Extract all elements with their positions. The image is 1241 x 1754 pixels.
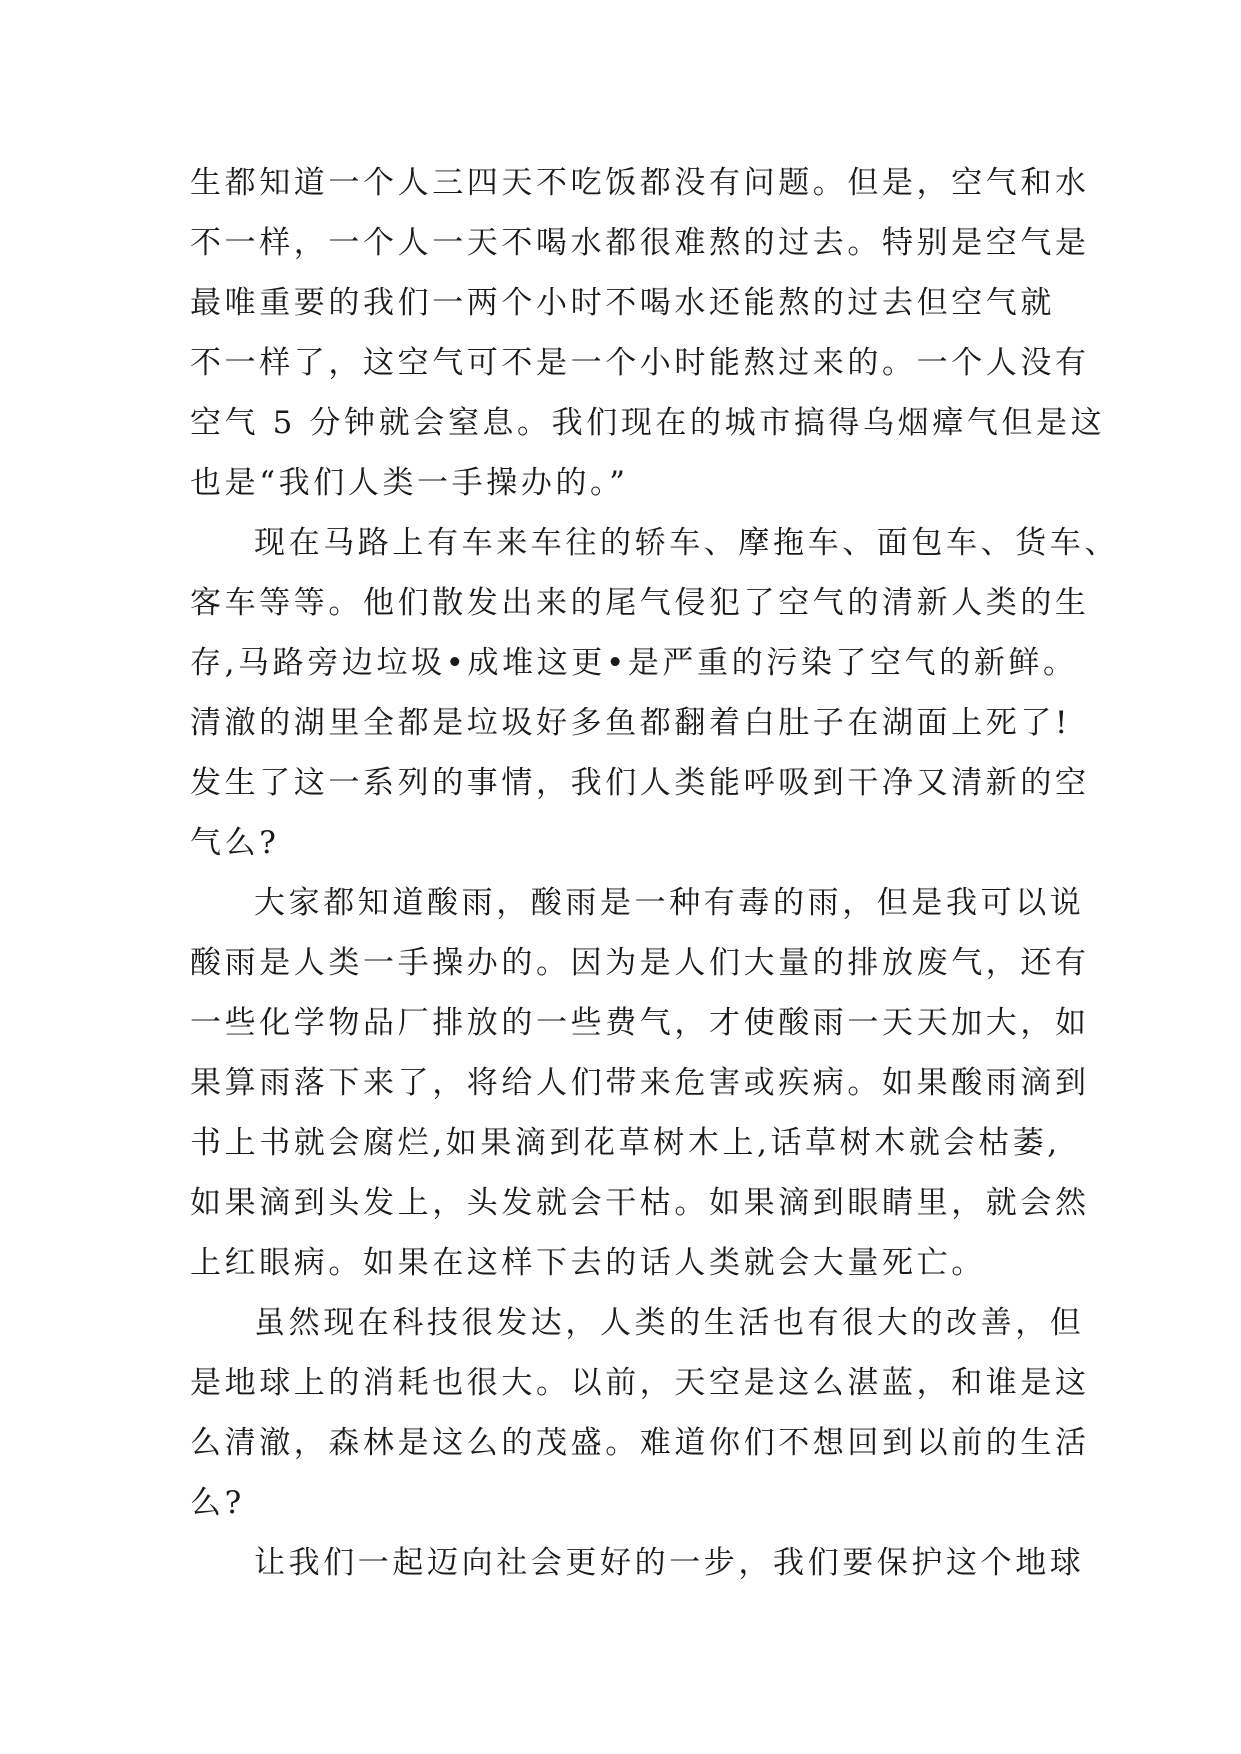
text-line: 一些化学物品厂排放的一些费气，才使酸雨一天天加大，如 <box>190 1005 1090 1041</box>
text-line: 么? <box>190 1485 245 1521</box>
text-line: 最唯重要的我们一两个小时不喝水还能熬的过去但空气就 <box>190 285 1055 321</box>
paragraph-first-line: 现在马路上有车来车往的轿车、摩拖车、面包车、货车、 <box>254 525 1119 561</box>
text-line: 不一样了，这空气可不是一个小时能熬过来的。一个人没有 <box>190 345 1090 381</box>
paragraph-first-line: 让我们一起迈向社会更好的一步，我们要保护这个地球 <box>254 1545 1085 1581</box>
text-line: 发生了这一系列的事情，我们人类能呼吸到干净又清新的空 <box>190 765 1090 801</box>
text-line: 果算雨落下来了，将给人们带来危害或疾病。如果酸雨滴到 <box>190 1065 1090 1101</box>
text-line: 客车等等。他们散发出来的尾气侵犯了空气的清新人类的生 <box>190 585 1090 621</box>
text-line: 上红眼病。如果在这样下去的话人类就会大量死亡。 <box>190 1245 986 1281</box>
paragraph-first-line: 虽然现在科技很发达，人类的生活也有很大的改善，但 <box>254 1305 1085 1341</box>
text-line: 气么? <box>190 825 280 861</box>
document-body <box>190 153 1119 1593</box>
text-line: 空气 5 分钟就会窒息。我们现在的城市搞得乌烟瘴气但是这 <box>190 405 1106 441</box>
text-line: 书上书就会腐烂,如果滴到花草树木上,话草树木就会枯萎, <box>190 1125 1061 1161</box>
paragraph-first-line: 大家都知道酸雨，酸雨是一种有毒的雨，但是我可以说 <box>254 885 1085 921</box>
text-line: 存,马路旁边垃圾•成堆这更•是严重的污染了空气的新鲜。 <box>190 645 1078 681</box>
text-line: 也是“我们人类一手操办的。” <box>190 465 629 501</box>
text-line: 酸雨是人类一手操办的。因为是人们大量的排放废气，还有 <box>190 945 1090 981</box>
text-line: 么清澈，森林是这么的茂盛。难道你们不想回到以前的生活 <box>190 1425 1090 1461</box>
text-line: 如果滴到头发上，头发就会干枯。如果滴到眼睛里，就会然 <box>190 1185 1090 1221</box>
text-line: 清澈的湖里全都是垃圾好多鱼都翻着白肚子在湖面上死了! <box>190 705 1072 741</box>
text-line: 是地球上的消耗也很大。以前，天空是这么湛蓝，和谁是这 <box>190 1365 1090 1401</box>
text-line: 生都知道一个人三四天不吃饭都没有问题。但是，空气和水 <box>190 165 1090 201</box>
text-line: 不一样，一个人一天不喝水都很难熬的过去。特别是空气是 <box>190 225 1090 261</box>
